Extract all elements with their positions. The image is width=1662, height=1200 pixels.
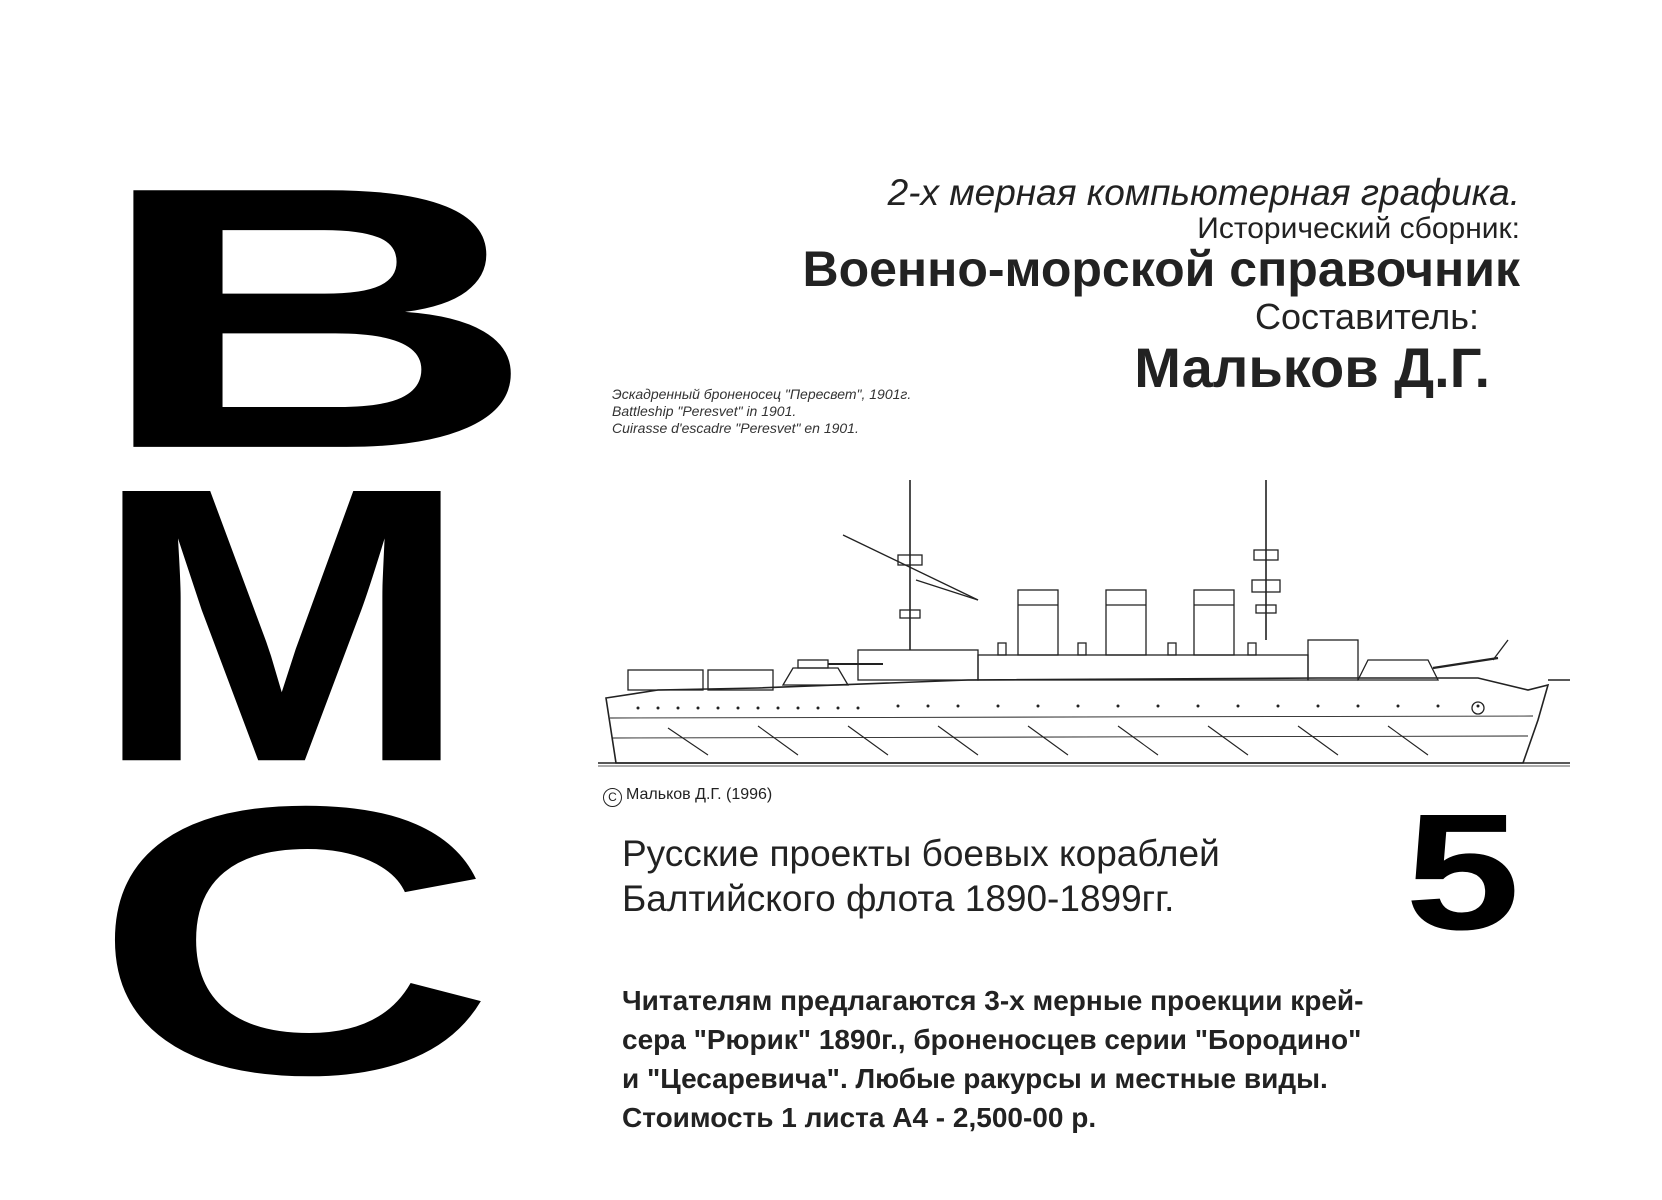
ship-caption-en: Battleship "Peresvet" in 1901. [612,403,797,419]
description-line-4: Стоимость 1 листа А4 - 2,500-00 р. [622,1102,1097,1133]
compiler-name: Мальков Д.Г. [1134,336,1490,399]
copyright-notice [603,786,772,807]
project-title-line-2: Балтийского флота 1890-1899гг. [622,878,1175,919]
logo-letter-m: М [92,406,472,844]
copyright-text: Мальков Д.Г. (1996) [626,786,773,803]
description-line-3: и "Цесаревича". Любые ракурсы и местные виды. [622,1063,1328,1094]
subtitle: 2-х мерная компьютерная графика. [887,172,1520,213]
project-title-line-1: Русские проекты боевых кораблей [622,833,1220,874]
ship-caption-ru: Эскадренный броненосец "Пересвет", 1901г. [612,386,912,402]
copyright-icon: C [603,788,622,807]
issue-number: 5 [1405,779,1521,965]
ship-caption-fr: Cuirasse d'escadre "Peresvet" en 1901. [612,420,859,436]
description-line-2: сера "Рюрик" 1890г., броненосцев серии "Бородино" [622,1024,1362,1055]
battleship-side-view-drawing [598,480,1570,768]
collection-title: Военно-морской справочник [802,241,1520,297]
collection-label: Исторический сборник: [1197,212,1520,245]
logo-letter-s: С [92,727,497,1155]
description-line-1: Читателям предлагаются 3-х мерные проекции крей- [622,985,1364,1016]
compiler-label: Составитель: [1254,296,1479,337]
logo-letter-v: В [92,109,539,527]
